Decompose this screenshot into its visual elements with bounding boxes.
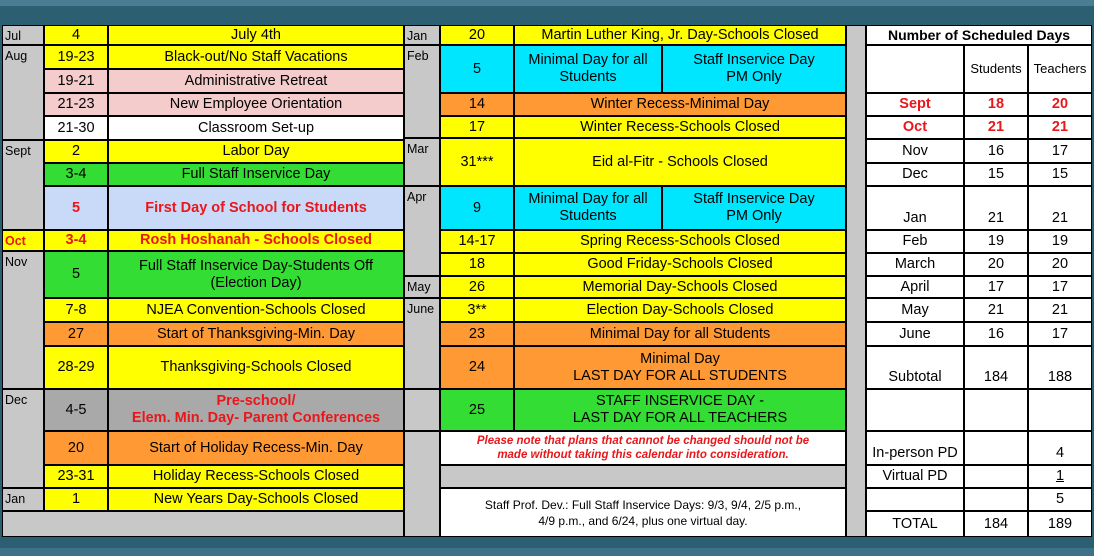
summary-students-5: 19 xyxy=(964,230,1028,253)
summary-month-5: Feb xyxy=(866,230,964,253)
c2-event-5-right-line1: Staff Inservice Day xyxy=(693,191,815,207)
month-nov: Nov xyxy=(2,251,44,389)
summary-students-0: 18 xyxy=(964,93,1028,116)
c2-event-5-left xyxy=(514,186,662,230)
c1-event-7: First Day of School for Students xyxy=(108,186,404,230)
summary-col-students: Students xyxy=(964,45,1028,93)
summary-students-2: 16 xyxy=(964,139,1028,163)
c2-event-1-left-line1: Minimal Day for all xyxy=(528,52,648,68)
c2-date-11: 24 xyxy=(440,346,514,389)
col1-bottom-spacer xyxy=(2,511,404,537)
summary-pd-blank-a xyxy=(866,488,964,511)
summary-month-6: March xyxy=(866,253,964,276)
summary-teachers-3: 15 xyxy=(1028,163,1092,186)
c2-event-0: Martin Luther King, Jr. Day-Schools Closed xyxy=(514,25,846,45)
summary-month-3: Dec xyxy=(866,163,964,186)
c2-date-5: 9 xyxy=(440,186,514,230)
summary-blank-a xyxy=(866,389,964,431)
c1-event-2: Administrative Retreat xyxy=(108,69,404,93)
c1-date-11: 27 xyxy=(44,322,108,346)
c2-event-1-right xyxy=(662,45,846,93)
c2-event-1-left xyxy=(514,45,662,93)
c1-date-8: 3-4 xyxy=(44,230,108,251)
c2-event-5-right xyxy=(662,186,846,230)
summary-total-teachers: 189 xyxy=(1028,511,1092,537)
c2-event-7: Good Friday-Schools Closed xyxy=(514,253,846,276)
c1-event-9-line2: (Election Day) xyxy=(210,274,302,291)
c1-date-2: 19-21 xyxy=(44,69,108,93)
summary-teachers-9: 17 xyxy=(1028,322,1092,346)
summary-students-4: 21 xyxy=(964,186,1028,230)
summary-teachers-6: 20 xyxy=(1028,253,1092,276)
summary-pd-blank-b xyxy=(964,488,1028,511)
c2-event-3: Winter Recess-Schools Closed xyxy=(514,116,846,138)
c2-event-10: Minimal Day for all Students xyxy=(514,322,846,346)
c2-event-5-right-line2: PM Only xyxy=(726,208,782,224)
c1-event-11: Start of Thanksgiving-Min. Day xyxy=(108,322,404,346)
c2-date-10: 23 xyxy=(440,322,514,346)
c2-event-1-right-line2: PM Only xyxy=(726,69,782,85)
c2-date-1: 5 xyxy=(440,45,514,93)
c2-event-5-left-line2: Students xyxy=(559,208,617,224)
c2-event-11-line2: LAST DAY FOR ALL STUDENTS xyxy=(573,367,787,384)
c1-date-7: 5 xyxy=(44,186,108,230)
c1-event-1: Black-out/No Staff Vacations xyxy=(108,45,404,69)
c1-date-6: 3-4 xyxy=(44,163,108,186)
c2-event-8: Memorial Day-Schools Closed xyxy=(514,276,846,298)
summary-total-students: 184 xyxy=(964,511,1028,537)
c1-event-4: Classroom Set-up xyxy=(108,116,404,140)
c2-date-6: 14-17 xyxy=(440,230,514,253)
summary-month-0: Sept xyxy=(866,93,964,116)
c1-date-1: 19-23 xyxy=(44,45,108,69)
c1-date-4: 21-30 xyxy=(44,116,108,140)
summary-teachers-4: 21 xyxy=(1028,186,1092,230)
c1-event-13 xyxy=(108,389,404,431)
summary-students-8: 21 xyxy=(964,298,1028,322)
c1-event-9 xyxy=(108,251,404,298)
c1-date-12: 28-29 xyxy=(44,346,108,389)
summary-students-1: 21 xyxy=(964,116,1028,139)
summary-month-8: May xyxy=(866,298,964,322)
col2-left-spacer xyxy=(404,431,440,537)
summary-virtual-value: 1 xyxy=(1028,465,1092,488)
c1-date-10: 7-8 xyxy=(44,298,108,322)
summary-subtotal-teachers: 188 xyxy=(1028,346,1092,389)
staff-prof-dev-line1: Staff Prof. Dev.: Full Staff Inservice Days: 9/3, 9/4, 2/5 p.m., xyxy=(484,497,802,512)
summary-month-4: Jan xyxy=(866,186,964,230)
c2-event-9: Election Day-Schools Closed xyxy=(514,298,846,322)
summary-teachers-1: 21 xyxy=(1028,116,1092,139)
c1-event-5: Labor Day xyxy=(108,140,404,163)
c1-event-6: Full Staff Inservice Day xyxy=(108,163,404,186)
c1-date-16: 1 xyxy=(44,488,108,511)
month-feb: Feb xyxy=(404,45,440,138)
month-aug: Aug xyxy=(2,45,44,140)
c1-event-8: Rosh Hoshanah - Schools Closed xyxy=(108,230,404,251)
c2-date-0: 20 xyxy=(440,25,514,45)
summary-total-label: TOTAL xyxy=(866,511,964,537)
c2-event-12 xyxy=(514,389,846,431)
col2-gray-band xyxy=(440,465,846,488)
c1-date-9: 5 xyxy=(44,251,108,298)
bottom-border xyxy=(0,548,1094,556)
c2-event-12-line2: LAST DAY FOR ALL TEACHERS xyxy=(572,410,788,426)
staff-prof-dev xyxy=(440,488,846,537)
summary-pd-total: 5 xyxy=(1028,488,1092,511)
planning-note-line2: made without taking this calendar into consideration. xyxy=(497,449,789,461)
month-jan-col2: Jan xyxy=(404,25,440,45)
summary-teachers-7: 17 xyxy=(1028,276,1092,298)
c2-date-8: 26 xyxy=(440,276,514,298)
summary-virtual-label: Virtual PD xyxy=(866,465,964,488)
c2-event-11 xyxy=(514,346,846,389)
month-june: June xyxy=(404,298,440,389)
summary-subtotal-students: 184 xyxy=(964,346,1028,389)
staff-prof-dev-line2: 4/9 p.m., and 6/24, plus one virtual day. xyxy=(538,513,748,528)
c1-event-16: New Years Day-Schools Closed xyxy=(108,488,404,511)
c2-date-9: 3** xyxy=(440,298,514,322)
summary-inperson-value: 4 xyxy=(1028,431,1092,465)
summary-gutter xyxy=(846,25,866,537)
summary-teachers-8: 21 xyxy=(1028,298,1092,322)
c1-date-14: 20 xyxy=(44,431,108,465)
summary-teachers-0: 20 xyxy=(1028,93,1092,116)
c1-event-15: Holiday Recess-Schools Closed xyxy=(108,465,404,488)
c1-event-0: July 4th xyxy=(108,25,404,45)
c1-event-12: Thanksgiving-Schools Closed xyxy=(108,346,404,389)
c1-date-3: 21-23 xyxy=(44,93,108,116)
summary-students-3: 15 xyxy=(964,163,1028,186)
month-sept: Sept xyxy=(2,140,44,230)
c2-event-5-left-line1: Minimal Day for all xyxy=(528,191,648,207)
c2-event-4: Eid al-Fitr - Schools Closed xyxy=(514,138,846,186)
planning-note xyxy=(440,431,846,465)
summary-virtual-students xyxy=(964,465,1028,488)
summary-teachers-2: 17 xyxy=(1028,139,1092,163)
top-border xyxy=(0,0,1094,6)
c1-event-13-line1: Pre-school/ xyxy=(216,393,296,409)
summary-students-9: 16 xyxy=(964,322,1028,346)
c1-date-15: 23-31 xyxy=(44,465,108,488)
c2-event-11-line1: Minimal Day xyxy=(640,350,720,367)
summary-header-blank xyxy=(866,45,964,93)
month-dec: Dec xyxy=(2,389,44,488)
summary-blank-c xyxy=(1028,389,1092,431)
month-may: May xyxy=(404,276,440,298)
c1-date-5: 2 xyxy=(44,140,108,163)
c2-event-12-line1: STAFF INSERVICE DAY - xyxy=(595,393,765,409)
summary-title: Number of Scheduled Days xyxy=(866,25,1092,45)
summary-month-9: June xyxy=(866,322,964,346)
col2-month-spacer xyxy=(404,389,440,431)
summary-month-1: Oct xyxy=(866,116,964,139)
summary-students-6: 20 xyxy=(964,253,1028,276)
c1-event-9-line1: Full Staff Inservice Day-Students Off xyxy=(139,257,373,274)
c1-date-0: 4 xyxy=(44,25,108,45)
summary-students-7: 17 xyxy=(964,276,1028,298)
c2-event-1-left-line2: Students xyxy=(559,69,617,85)
c2-event-2: Winter Recess-Minimal Day xyxy=(514,93,846,116)
month-apr: Apr xyxy=(404,186,440,276)
summary-col-teachers: Teachers xyxy=(1028,45,1092,93)
c1-date-13: 4-5 xyxy=(44,389,108,431)
month-mar: Mar xyxy=(404,138,440,186)
summary-teachers-5: 19 xyxy=(1028,230,1092,253)
c2-date-7: 18 xyxy=(440,253,514,276)
summary-month-7: April xyxy=(866,276,964,298)
summary-subtotal-label: Subtotal xyxy=(866,346,964,389)
summary-blank-b xyxy=(964,389,1028,431)
c1-event-3: New Employee Orientation xyxy=(108,93,404,116)
c2-event-1-right-line1: Staff Inservice Day xyxy=(693,52,815,68)
c2-date-12: 25 xyxy=(440,389,514,431)
c2-event-6: Spring Recess-Schools Closed xyxy=(514,230,846,253)
c2-date-4: 31*** xyxy=(440,138,514,186)
planning-note-line1: Please note that plans that cannot be changed should not be xyxy=(476,435,810,447)
c1-event-14: Start of Holiday Recess-Min. Day xyxy=(108,431,404,465)
summary-month-2: Nov xyxy=(866,139,964,163)
month-jul: Jul xyxy=(2,25,44,45)
c1-event-13-line2: Elem. Min. Day- Parent Conferences xyxy=(131,410,381,426)
c2-date-3: 17 xyxy=(440,116,514,138)
month-oct: Oct xyxy=(2,230,44,251)
summary-inperson-label: In-person PD xyxy=(866,431,964,465)
month-jan-col1: Jan xyxy=(2,488,44,511)
c1-event-10: NJEA Convention-Schools Closed xyxy=(108,298,404,322)
c2-date-2: 14 xyxy=(440,93,514,116)
summary-inperson-students xyxy=(964,431,1028,465)
